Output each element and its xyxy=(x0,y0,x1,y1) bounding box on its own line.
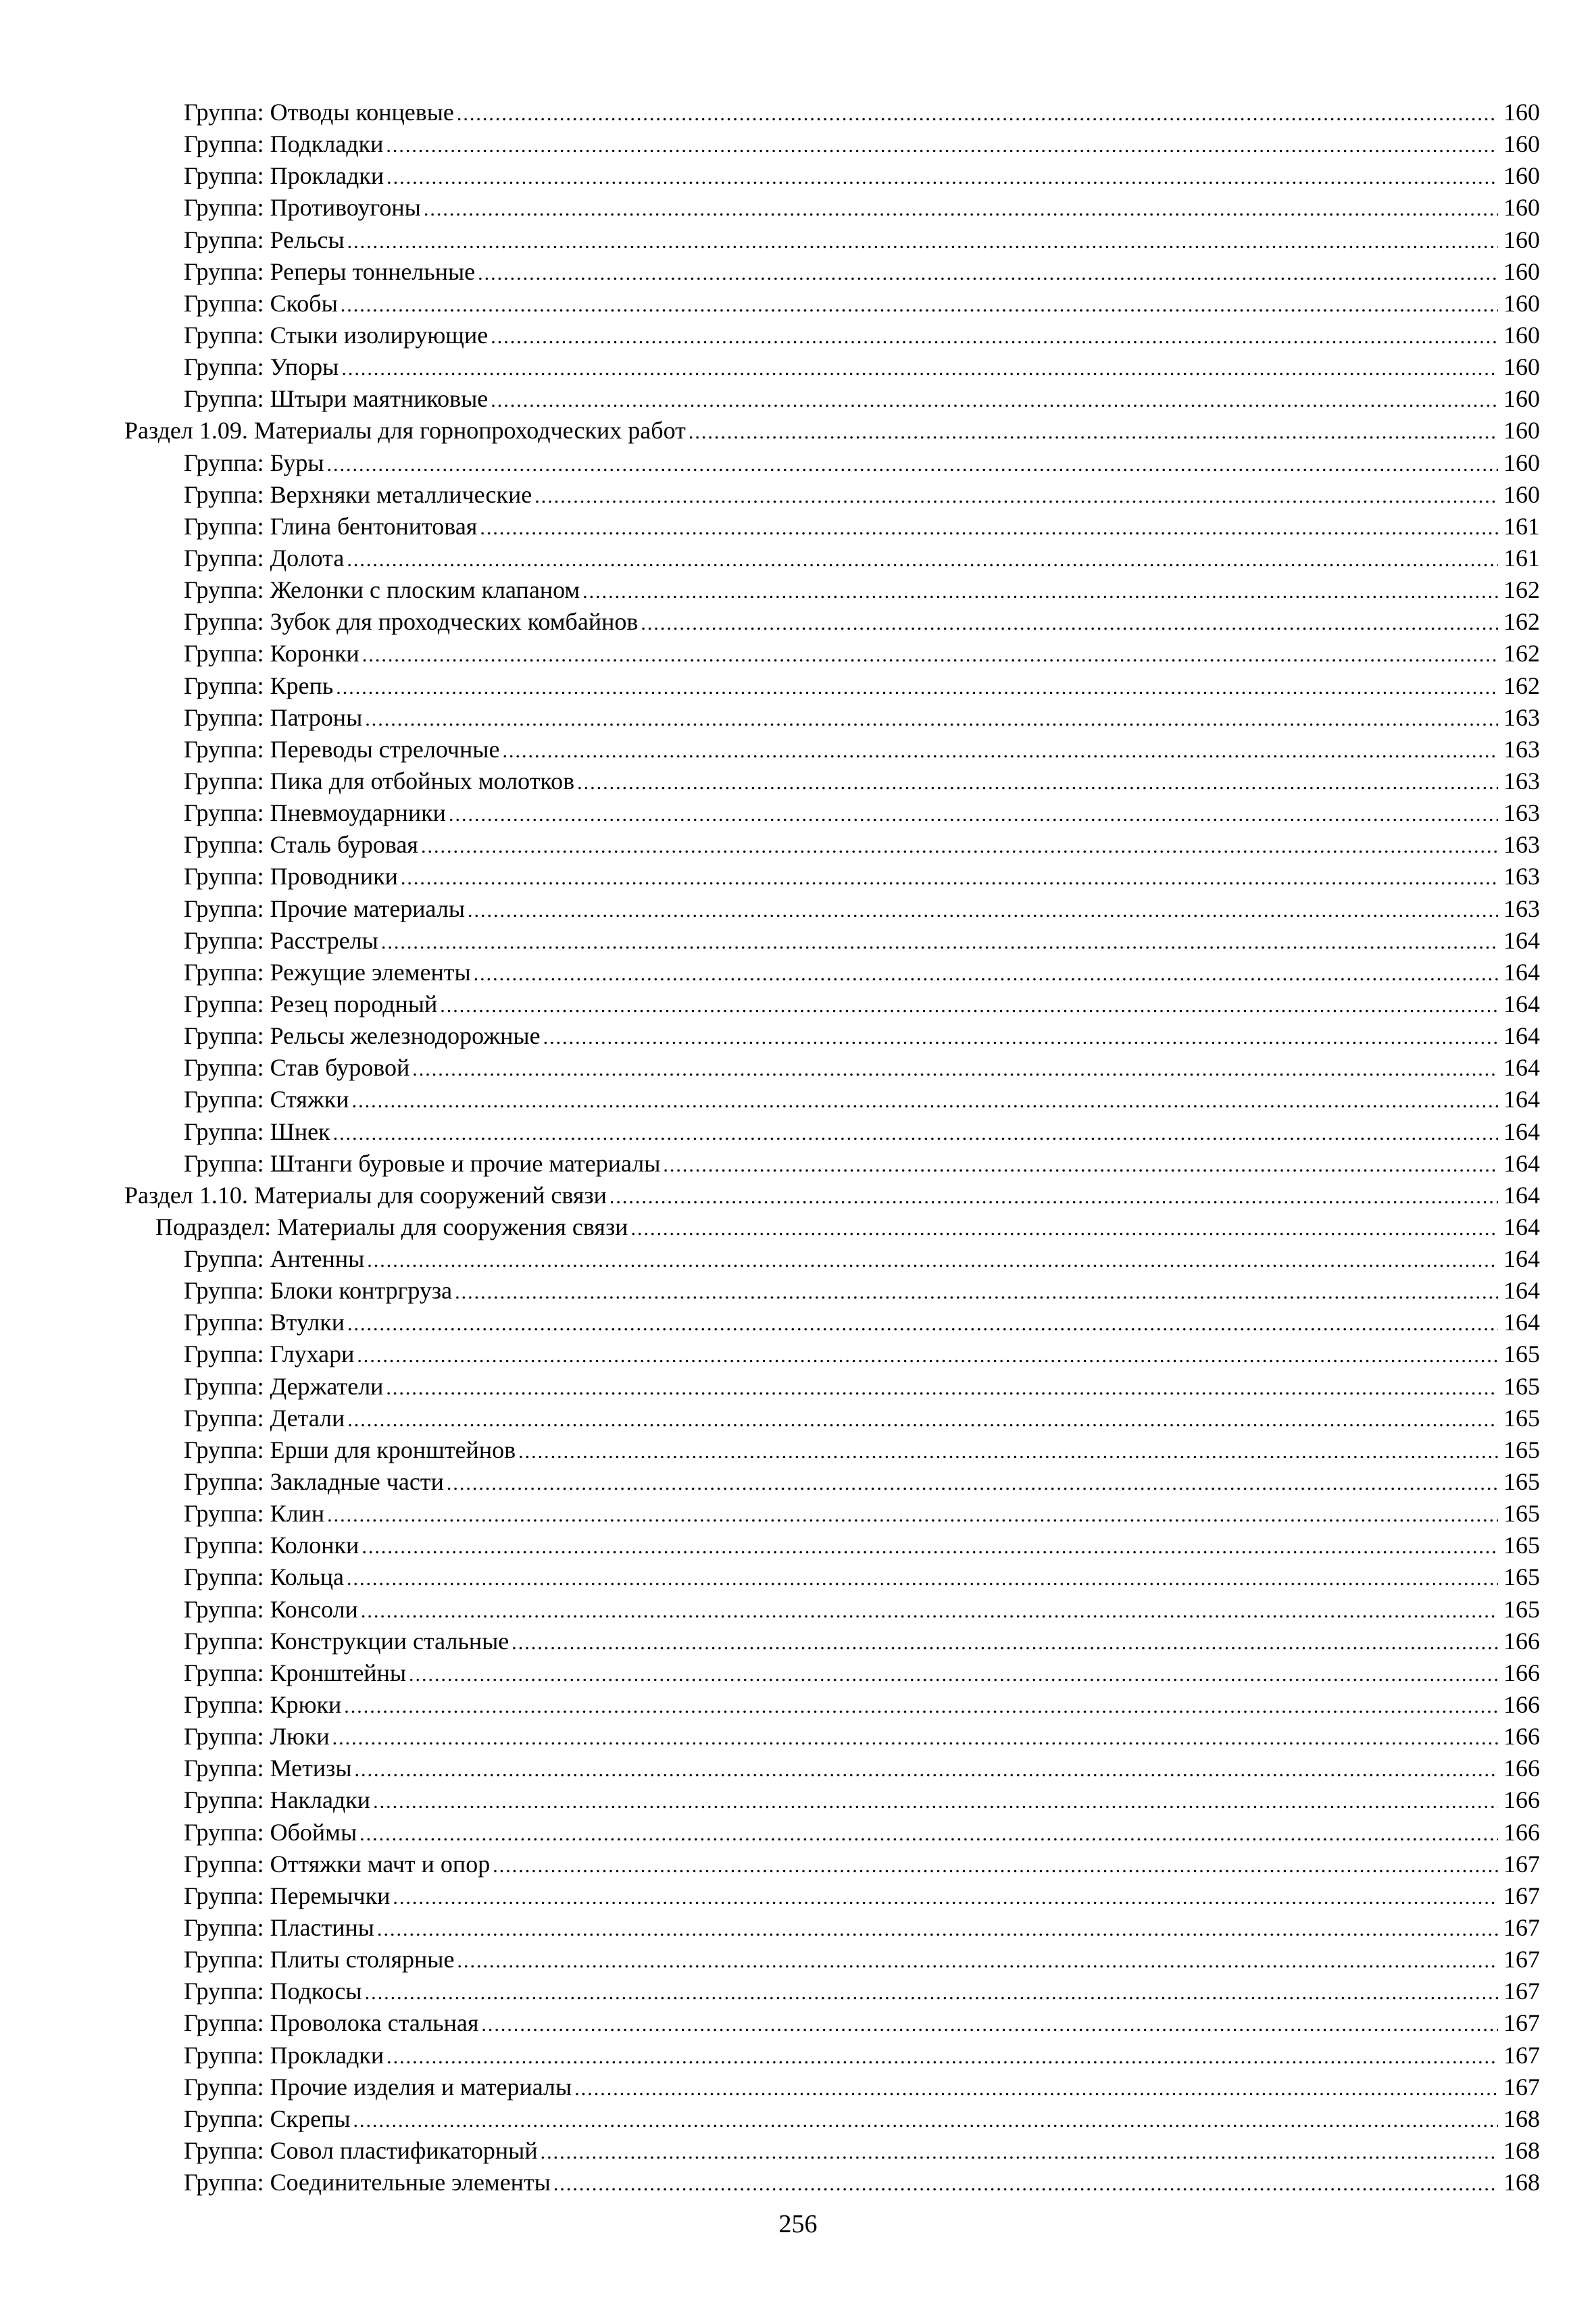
toc-group-row xyxy=(124,543,1540,574)
dot-leader xyxy=(481,2009,1498,2040)
toc-entry-page: 163 xyxy=(1503,767,1540,795)
toc-entry-title: Группа: Конструкции стальные xyxy=(184,1627,509,1655)
toc-entry-page: 165 xyxy=(1503,1340,1540,1368)
toc-entry-title: Группа: Прочие изделия и материалы xyxy=(184,2073,572,2101)
dot-leader xyxy=(344,1690,1498,1722)
toc-group-row xyxy=(124,1561,1540,1593)
toc-entry-title: Группа: Долота xyxy=(184,544,345,572)
toc-group-row xyxy=(124,1275,1540,1307)
toc-group-row xyxy=(124,2007,1540,2039)
toc-entry-page: 163 xyxy=(1503,831,1540,859)
toc-entry-page: 160 xyxy=(1503,226,1540,253)
dot-leader xyxy=(447,1467,1498,1499)
toc-entry-page: 165 xyxy=(1503,1404,1540,1432)
dot-leader xyxy=(491,321,1498,353)
toc-entry-page: 165 xyxy=(1503,1468,1540,1496)
toc-entry-page: 162 xyxy=(1503,608,1540,636)
toc-entry-page: 162 xyxy=(1503,672,1540,699)
toc-entry-page: 167 xyxy=(1503,1914,1540,1942)
dot-leader xyxy=(355,1754,1498,1786)
toc-entry-page: 165 xyxy=(1503,1500,1540,1528)
toc-group-row xyxy=(124,1084,1540,1115)
dot-leader xyxy=(582,576,1498,607)
toc-entry-title: Группа: Метизы xyxy=(184,1755,352,1782)
toc-entry-page: 161 xyxy=(1503,544,1540,572)
toc-entry-title: Группа: Плиты столярные xyxy=(184,1946,455,1973)
toc-entry-page: 164 xyxy=(1503,1309,1540,1336)
toc-group-row xyxy=(124,765,1540,797)
toc-group-row xyxy=(124,1338,1540,1370)
toc-group-row xyxy=(124,1466,1540,1498)
toc-group-row xyxy=(124,574,1540,606)
toc-entry-title: Группа: Пневмоударники xyxy=(184,799,446,827)
toc-group-row xyxy=(124,2167,1540,2198)
toc-group-row xyxy=(124,1307,1540,1338)
toc-entry-title: Группа: Колонки xyxy=(184,1532,359,1559)
toc-section-row xyxy=(124,415,1540,447)
dot-leader xyxy=(541,2136,1498,2168)
toc-entry-page: 164 xyxy=(1503,958,1540,986)
toc-entry-title: Группа: Перемычки xyxy=(184,1882,391,1909)
toc-entry-page: 164 xyxy=(1503,1277,1540,1305)
dot-leader xyxy=(347,226,1498,257)
toc-entry-title: Группа: Обоймы xyxy=(184,1818,357,1846)
toc-entry-title: Группа: Скобы xyxy=(184,289,338,317)
toc-entry-title: Группа: Рельсы xyxy=(184,226,345,253)
toc-group-row xyxy=(124,1626,1540,1657)
toc-entry-title: Группа: Зубок для проходческих комбайнов xyxy=(184,608,639,636)
toc-entry-page: 166 xyxy=(1503,1818,1540,1846)
toc-entry-page: 164 xyxy=(1503,1054,1540,1082)
toc-group-row xyxy=(124,511,1540,543)
toc-entry-page: 164 xyxy=(1503,1086,1540,1113)
toc-group-row xyxy=(124,797,1540,829)
dot-leader xyxy=(502,735,1498,767)
toc-group-row xyxy=(124,861,1540,892)
toc-group-row xyxy=(124,2135,1540,2167)
toc-entry-page: 168 xyxy=(1503,2105,1540,2132)
dot-leader xyxy=(333,1117,1498,1149)
dot-leader xyxy=(574,2073,1498,2105)
toc-group-row xyxy=(124,1243,1540,1275)
toc-section-row xyxy=(124,1180,1540,1211)
toc-group-row xyxy=(124,128,1540,160)
toc-entry-title: Группа: Режущие элементы xyxy=(184,958,471,986)
dot-leader xyxy=(359,1818,1498,1850)
toc-entry-page: 164 xyxy=(1503,1149,1540,1177)
toc-entry-title: Раздел 1.09. Материалы для горнопроходческих работ xyxy=(124,417,686,445)
toc-entry-title: Группа: Патроны xyxy=(184,703,363,731)
toc-group-row xyxy=(124,160,1540,192)
toc-entry-title: Группа: Подкладки xyxy=(184,130,384,158)
toc-entry-title: Группа: Люки xyxy=(184,1723,330,1751)
toc-entry-title: Группа: Рельсы железнодорожные xyxy=(184,1022,541,1050)
toc-entry-title: Группа: Антенны xyxy=(184,1245,365,1273)
toc-group-row xyxy=(124,1371,1540,1403)
toc-entry-title: Группа: Проволока стальная xyxy=(184,2009,479,2037)
toc-group-row xyxy=(124,1657,1540,1689)
toc-group-row xyxy=(124,1594,1540,1626)
dot-leader xyxy=(440,990,1498,1022)
toc-entry-title: Группа: Крюки xyxy=(184,1691,342,1719)
toc-group-row xyxy=(124,2040,1540,2071)
toc-group-row xyxy=(124,383,1540,415)
toc-entry-title: Группа: Держатели xyxy=(184,1372,384,1400)
toc-entry-page: 160 xyxy=(1503,321,1540,349)
toc-entry-page: 160 xyxy=(1503,417,1540,445)
dot-leader xyxy=(327,1499,1498,1531)
toc-entry-page: 165 xyxy=(1503,1563,1540,1591)
toc-group-row xyxy=(124,1020,1540,1052)
toc-entry-page: 167 xyxy=(1503,2073,1540,2101)
toc-group-row xyxy=(124,192,1540,224)
dot-leader xyxy=(689,416,1498,448)
toc-entry-page: 167 xyxy=(1503,1978,1540,2005)
toc-group-row xyxy=(124,988,1540,1020)
page-number: 256 xyxy=(778,2210,818,2238)
dot-leader xyxy=(381,926,1498,958)
toc-entry-title: Группа: Прокладки xyxy=(184,162,384,190)
dot-leader xyxy=(409,1659,1498,1690)
toc-group-row xyxy=(124,288,1540,320)
toc-group-row xyxy=(124,702,1540,734)
toc-entry-title: Группа: Совол пластификаторный xyxy=(184,2137,538,2164)
dot-leader xyxy=(424,193,1498,225)
toc-group-row xyxy=(124,1721,1540,1753)
toc-entry-title: Группа: Оттяжки мачт и опор xyxy=(184,1850,491,1878)
toc-group-row xyxy=(124,606,1540,638)
dot-leader xyxy=(449,799,1498,830)
dot-leader xyxy=(367,1244,1498,1276)
toc-entry-page: 165 xyxy=(1503,1436,1540,1463)
toc-group-row xyxy=(124,670,1540,702)
dot-leader xyxy=(347,544,1498,576)
toc-entry-title: Группа: Коронки xyxy=(184,640,359,668)
toc-entry-title: Группа: Подкосы xyxy=(184,1978,362,2005)
dot-leader xyxy=(543,1022,1498,1053)
toc-entry-page: 160 xyxy=(1503,449,1540,476)
toc-entry-title: Группа: Пика для отбойных молотков xyxy=(184,767,575,795)
toc-group-row xyxy=(124,893,1540,925)
toc-entry-title: Группа: Штанги буровые и прочие материалы xyxy=(184,1149,661,1177)
toc-entry-title: Группа: Консоли xyxy=(184,1595,358,1623)
toc-entry-title: Группа: Реперы тоннельные xyxy=(184,257,476,285)
toc-group-row xyxy=(124,320,1540,351)
toc-entry-title: Группа: Став буровой xyxy=(184,1054,410,1082)
dot-leader xyxy=(373,1786,1498,1817)
toc-group-row xyxy=(124,1403,1540,1434)
dot-leader xyxy=(327,449,1498,480)
toc-group-row xyxy=(124,1689,1540,1721)
toc-entry-page: 163 xyxy=(1503,703,1540,731)
toc-entry-title: Группа: Отводы концевые xyxy=(184,99,454,126)
dot-leader xyxy=(347,1308,1498,1340)
toc-entry-page: 167 xyxy=(1503,2041,1540,2069)
toc-entry-title: Группа: Кронштейны xyxy=(184,1659,407,1686)
toc-entry-page: 166 xyxy=(1503,1691,1540,1719)
dot-leader xyxy=(341,289,1498,321)
toc-entry-title: Группа: Желонки с плоским клапаном xyxy=(184,576,580,604)
toc-group-row xyxy=(124,1116,1540,1148)
toc-entry-page: 163 xyxy=(1503,735,1540,763)
toc-entry-page: 166 xyxy=(1503,1723,1540,1751)
toc-entry-title: Группа: Кольца xyxy=(184,1563,344,1591)
toc-entry-page: 160 xyxy=(1503,353,1540,381)
dot-leader xyxy=(641,607,1498,639)
toc-entry-page: 168 xyxy=(1503,2137,1540,2164)
toc-entry-title: Группа: Проводники xyxy=(184,863,398,890)
toc-group-row xyxy=(124,829,1540,861)
toc-entry-page: 167 xyxy=(1503,1946,1540,1973)
dot-leader xyxy=(361,1595,1498,1627)
toc-group-row xyxy=(124,1784,1540,1816)
dot-leader xyxy=(457,98,1498,130)
toc-group-row xyxy=(124,1976,1540,2007)
dot-leader xyxy=(478,257,1498,289)
toc-group-row xyxy=(124,351,1540,383)
dot-leader xyxy=(577,767,1498,799)
toc-entry-title: Группа: Буры xyxy=(184,449,324,476)
toc-entry-page: 164 xyxy=(1503,1245,1540,1273)
toc-entry-page: 162 xyxy=(1503,576,1540,604)
toc-group-row xyxy=(124,1848,1540,1880)
toc-group-row xyxy=(124,1944,1540,1976)
toc-entry-title: Группа: Верхняки металлические xyxy=(184,480,532,508)
dot-leader xyxy=(480,512,1498,544)
dot-leader xyxy=(361,1531,1498,1563)
toc-entry-title: Группа: Штыри маятниковые xyxy=(184,385,489,413)
toc-entry-page: 160 xyxy=(1503,385,1540,413)
toc-entry-page: 160 xyxy=(1503,257,1540,285)
toc-entry-page: 160 xyxy=(1503,130,1540,158)
dot-leader xyxy=(393,1882,1498,1913)
toc-group-row xyxy=(124,734,1540,765)
toc-entry-page: 164 xyxy=(1503,1181,1540,1209)
toc-group-row xyxy=(124,957,1540,988)
toc-entry-title: Группа: Резец породный xyxy=(184,990,438,1017)
toc-entry-title: Группа: Шнек xyxy=(184,1117,330,1145)
dot-leader xyxy=(347,1563,1498,1594)
toc-entry-title: Группа: Сталь буровая xyxy=(184,831,418,859)
toc-group-row xyxy=(124,2103,1540,2135)
toc-group-row xyxy=(124,1434,1540,1466)
toc-entry-title: Группа: Соединительные элементы xyxy=(184,2169,551,2196)
toc-entry-title: Группа: Детали xyxy=(184,1404,345,1432)
dot-leader xyxy=(353,2105,1498,2136)
dot-leader xyxy=(365,703,1498,735)
toc-entry-page: 160 xyxy=(1503,480,1540,508)
dot-leader xyxy=(412,1053,1498,1085)
toc-entry-page: 163 xyxy=(1503,863,1540,890)
dot-leader xyxy=(455,1276,1498,1308)
toc-group-row xyxy=(124,2071,1540,2103)
dot-leader xyxy=(386,1372,1498,1404)
toc-group-row xyxy=(124,224,1540,256)
toc-entry-page: 167 xyxy=(1503,1882,1540,1909)
toc-entry-title: Группа: Стяжки xyxy=(184,1086,349,1113)
toc-entry-title: Раздел 1.10. Материалы для сооружений связи xyxy=(124,1181,607,1209)
dot-leader xyxy=(630,1213,1498,1244)
toc-entry-page: 166 xyxy=(1503,1627,1540,1655)
dot-leader xyxy=(663,1149,1498,1181)
toc-entry-page: 164 xyxy=(1503,990,1540,1017)
dot-leader xyxy=(386,161,1498,193)
toc-entry-title: Группа: Закладные части xyxy=(184,1468,444,1496)
dot-leader xyxy=(362,639,1498,671)
dot-leader xyxy=(491,384,1498,416)
toc-group-row xyxy=(124,1912,1540,1944)
toc-group-row xyxy=(124,256,1540,288)
dot-leader xyxy=(553,2168,1498,2200)
toc-group-row xyxy=(124,1817,1540,1848)
toc-entry-page: 165 xyxy=(1503,1372,1540,1400)
toc-entry-title: Группа: Переводы стрелочные xyxy=(184,735,500,763)
dot-leader xyxy=(609,1181,1498,1213)
toc-entry-title: Группа: Стыки изолирующие xyxy=(184,321,489,349)
dot-leader xyxy=(421,830,1498,862)
toc-entry-title: Группа: Глина бентонитовая xyxy=(184,512,478,540)
toc-group-row xyxy=(124,1530,1540,1561)
toc-entry-page: 164 xyxy=(1503,926,1540,954)
dot-leader xyxy=(401,862,1498,894)
toc-entry-title: Группа: Скрепы xyxy=(184,2105,351,2132)
table-of-contents xyxy=(124,97,1540,2198)
toc-entry-title: Группа: Блоки контргруза xyxy=(184,1277,453,1305)
toc-entry-title: Группа: Ерши для кронштейнов xyxy=(184,1436,516,1463)
toc-group-row xyxy=(124,1148,1540,1180)
toc-entry-title: Группа: Накладки xyxy=(184,1786,371,1814)
toc-entry-title: Группа: Глухари xyxy=(184,1340,355,1368)
toc-group-row xyxy=(124,1498,1540,1530)
dot-leader xyxy=(336,672,1498,703)
dot-leader xyxy=(518,1436,1498,1467)
toc-entry-title: Группа: Расстрелы xyxy=(184,926,378,954)
toc-entry-page: 162 xyxy=(1503,640,1540,668)
toc-entry-page: 168 xyxy=(1503,2169,1540,2196)
toc-group-row xyxy=(124,1880,1540,1912)
toc-entry-page: 165 xyxy=(1503,1595,1540,1623)
toc-entry-page: 164 xyxy=(1503,1213,1540,1240)
dot-leader xyxy=(474,958,1498,990)
dot-leader xyxy=(457,1945,1498,1977)
toc-entry-page: 167 xyxy=(1503,2009,1540,2037)
toc-group-row xyxy=(124,1052,1540,1084)
dot-leader xyxy=(365,1977,1498,2009)
toc-entry-title: Группа: Пластины xyxy=(184,1914,374,1942)
toc-entry-title: Группа: Упоры xyxy=(184,353,339,381)
toc-group-row xyxy=(124,638,1540,670)
toc-group-row xyxy=(124,447,1540,479)
dot-leader xyxy=(357,1340,1498,1372)
toc-entry-title: Группа: Клин xyxy=(184,1500,325,1528)
toc-entry-title: Группа: Прочие материалы xyxy=(184,895,466,922)
toc-entry-title: Группа: Втулки xyxy=(184,1309,345,1336)
toc-entry-page: 165 xyxy=(1503,1532,1540,1559)
toc-entry-title: Группа: Прокладки xyxy=(184,2041,384,2069)
toc-group-row xyxy=(124,97,1540,128)
dot-leader xyxy=(386,130,1498,161)
dot-leader xyxy=(332,1722,1498,1754)
toc-entry-page: 166 xyxy=(1503,1786,1540,1814)
toc-entry-page: 166 xyxy=(1503,1659,1540,1686)
toc-entry-title: Группа: Противоугоны xyxy=(184,194,421,222)
toc-entry-title: Группа: Крепь xyxy=(184,672,334,699)
dot-leader xyxy=(386,2041,1498,2073)
toc-subsection-row xyxy=(124,1211,1540,1243)
toc-entry-page: 166 xyxy=(1503,1755,1540,1782)
dot-leader xyxy=(468,895,1498,926)
dot-leader xyxy=(352,1085,1498,1117)
dot-leader xyxy=(534,480,1498,512)
toc-entry-page: 163 xyxy=(1503,799,1540,827)
toc-entry-page: 164 xyxy=(1503,1022,1540,1050)
toc-entry-page: 163 xyxy=(1503,895,1540,922)
toc-group-row xyxy=(124,925,1540,957)
dot-leader xyxy=(347,1404,1498,1436)
toc-entry-page: 160 xyxy=(1503,289,1540,317)
toc-entry-page: 160 xyxy=(1503,99,1540,126)
toc-group-row xyxy=(124,479,1540,511)
dot-leader xyxy=(341,353,1498,384)
toc-entry-page: 160 xyxy=(1503,162,1540,190)
toc-entry-title: Подраздел: Материалы для сооружения связи xyxy=(155,1213,628,1240)
toc-entry-page: 161 xyxy=(1503,512,1540,540)
toc-entry-page: 160 xyxy=(1503,194,1540,222)
toc-entry-page: 167 xyxy=(1503,1850,1540,1878)
dot-leader xyxy=(377,1913,1498,1945)
toc-group-row xyxy=(124,1753,1540,1784)
dot-leader xyxy=(493,1850,1498,1882)
dot-leader xyxy=(512,1627,1498,1659)
toc-entry-page: 164 xyxy=(1503,1117,1540,1145)
